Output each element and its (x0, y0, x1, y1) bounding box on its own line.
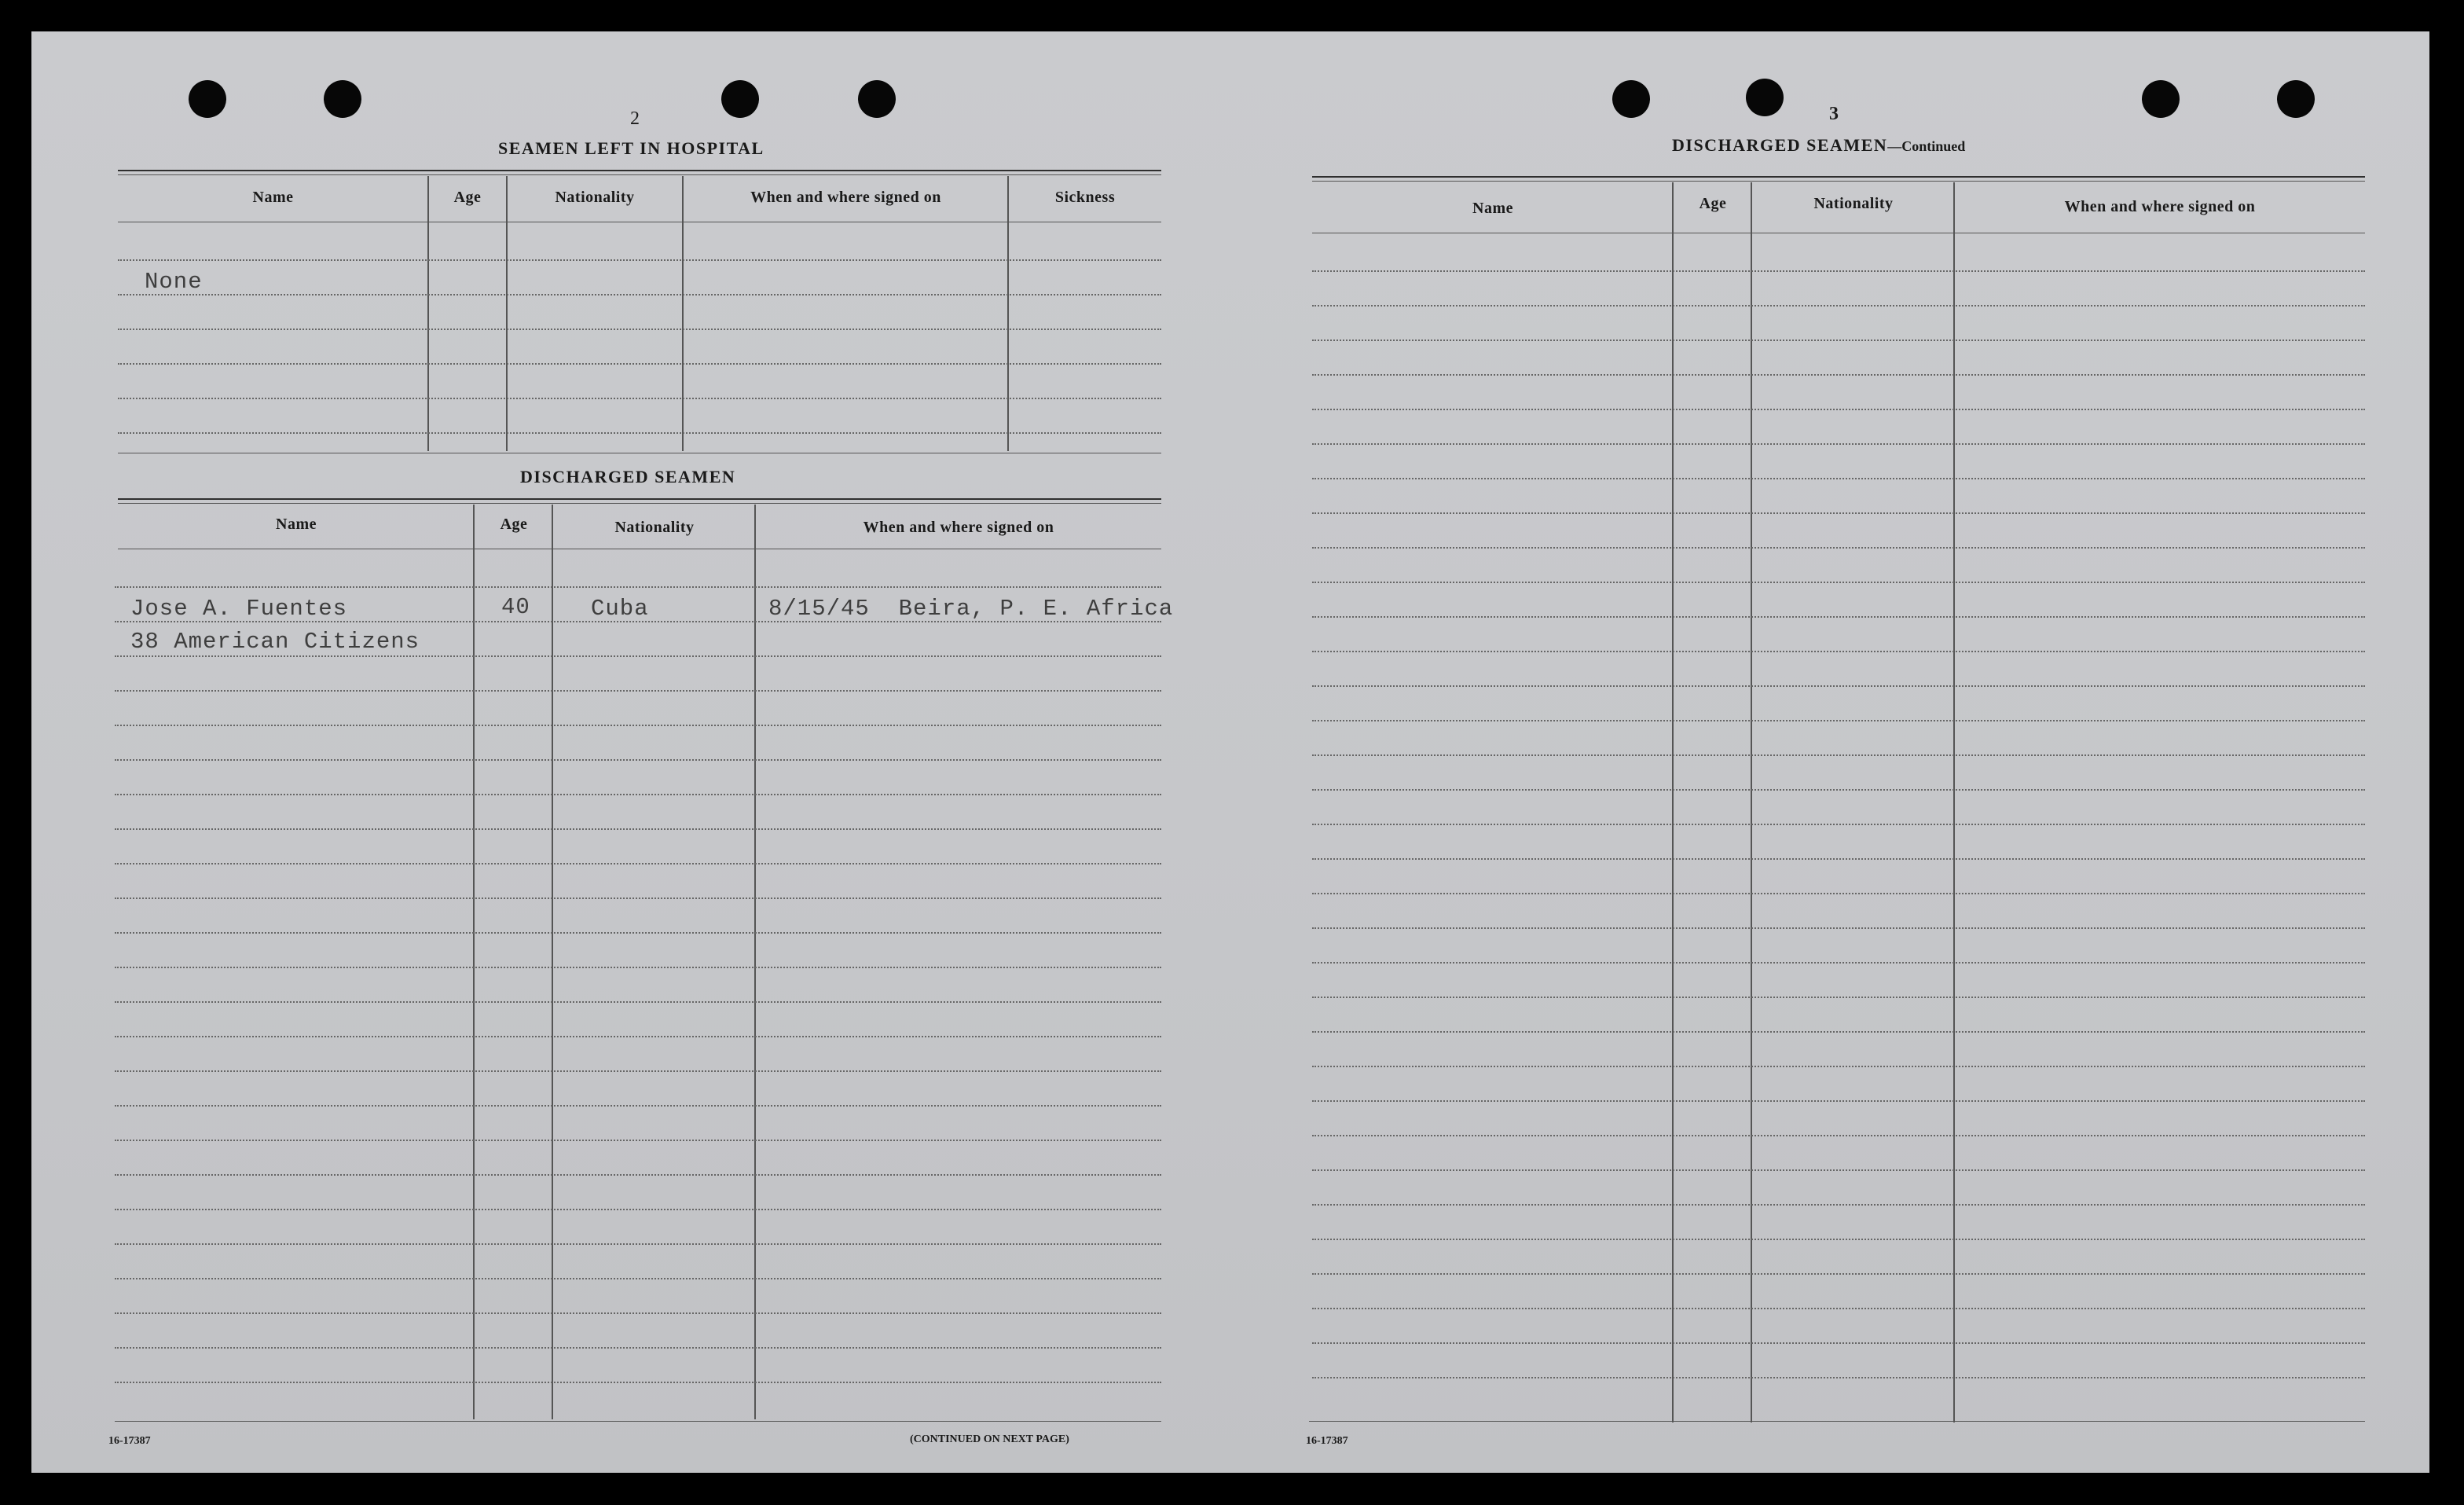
column-header-signed-on: When and where signed on (863, 519, 1054, 536)
column-header-nationality: Nationality (555, 189, 635, 206)
form-number: 16-17387 (108, 1435, 151, 1447)
column-header-age: Age (1699, 195, 1727, 212)
column-header-sickness: Sickness (1054, 189, 1116, 206)
discharged-continued-title (1672, 135, 1965, 156)
seaman-age-entry: 40 (501, 594, 530, 620)
page-number: 2 (630, 108, 640, 129)
column-header-signed-on: When and where signed on (2064, 198, 2256, 215)
punch-hole (2277, 80, 2315, 118)
seaman-signed-on-entry: 8/15/45 Beira, P. E. Africa (768, 596, 1174, 622)
punch-hole (1612, 80, 1650, 118)
column-header-name: Name (1472, 200, 1513, 217)
column-header-nationality: Nationality (614, 519, 695, 536)
column-header-nationality: Nationality (1813, 195, 1894, 212)
title-suffix: —Continued (1887, 138, 1966, 154)
seaman-name-entry: 38 American Citizens (130, 629, 420, 655)
punch-hole (721, 80, 759, 118)
punch-hole (189, 80, 226, 118)
column-header-age: Age (500, 516, 528, 533)
column-header-name: Name (276, 516, 317, 533)
continued-note: (CONTINUED ON NEXT PAGE) (910, 1433, 1069, 1445)
punch-hole (858, 80, 896, 118)
seaman-name-entry: Jose A. Fuentes (130, 596, 348, 622)
column-header-name: Name (252, 189, 294, 206)
punch-hole (2142, 80, 2180, 118)
punch-hole (1746, 79, 1784, 116)
discharged-section-title: DISCHARGED SEAMEN (520, 467, 736, 486)
punch-hole (324, 80, 361, 118)
hospital-name-entry: None (145, 269, 203, 295)
page-number: 3 (1829, 104, 1839, 124)
form-number: 16-17387 (1306, 1435, 1348, 1447)
column-header-signed-on: When and where signed on (750, 189, 941, 206)
hospital-section-title: SEAMEN LEFT IN HOSPITAL (498, 138, 764, 158)
seaman-nationality-entry: Cuba (591, 596, 649, 622)
column-header-age: Age (453, 189, 482, 206)
title-main: DISCHARGED SEAMEN (1672, 135, 1888, 155)
ledger-sheet (31, 31, 2429, 1473)
